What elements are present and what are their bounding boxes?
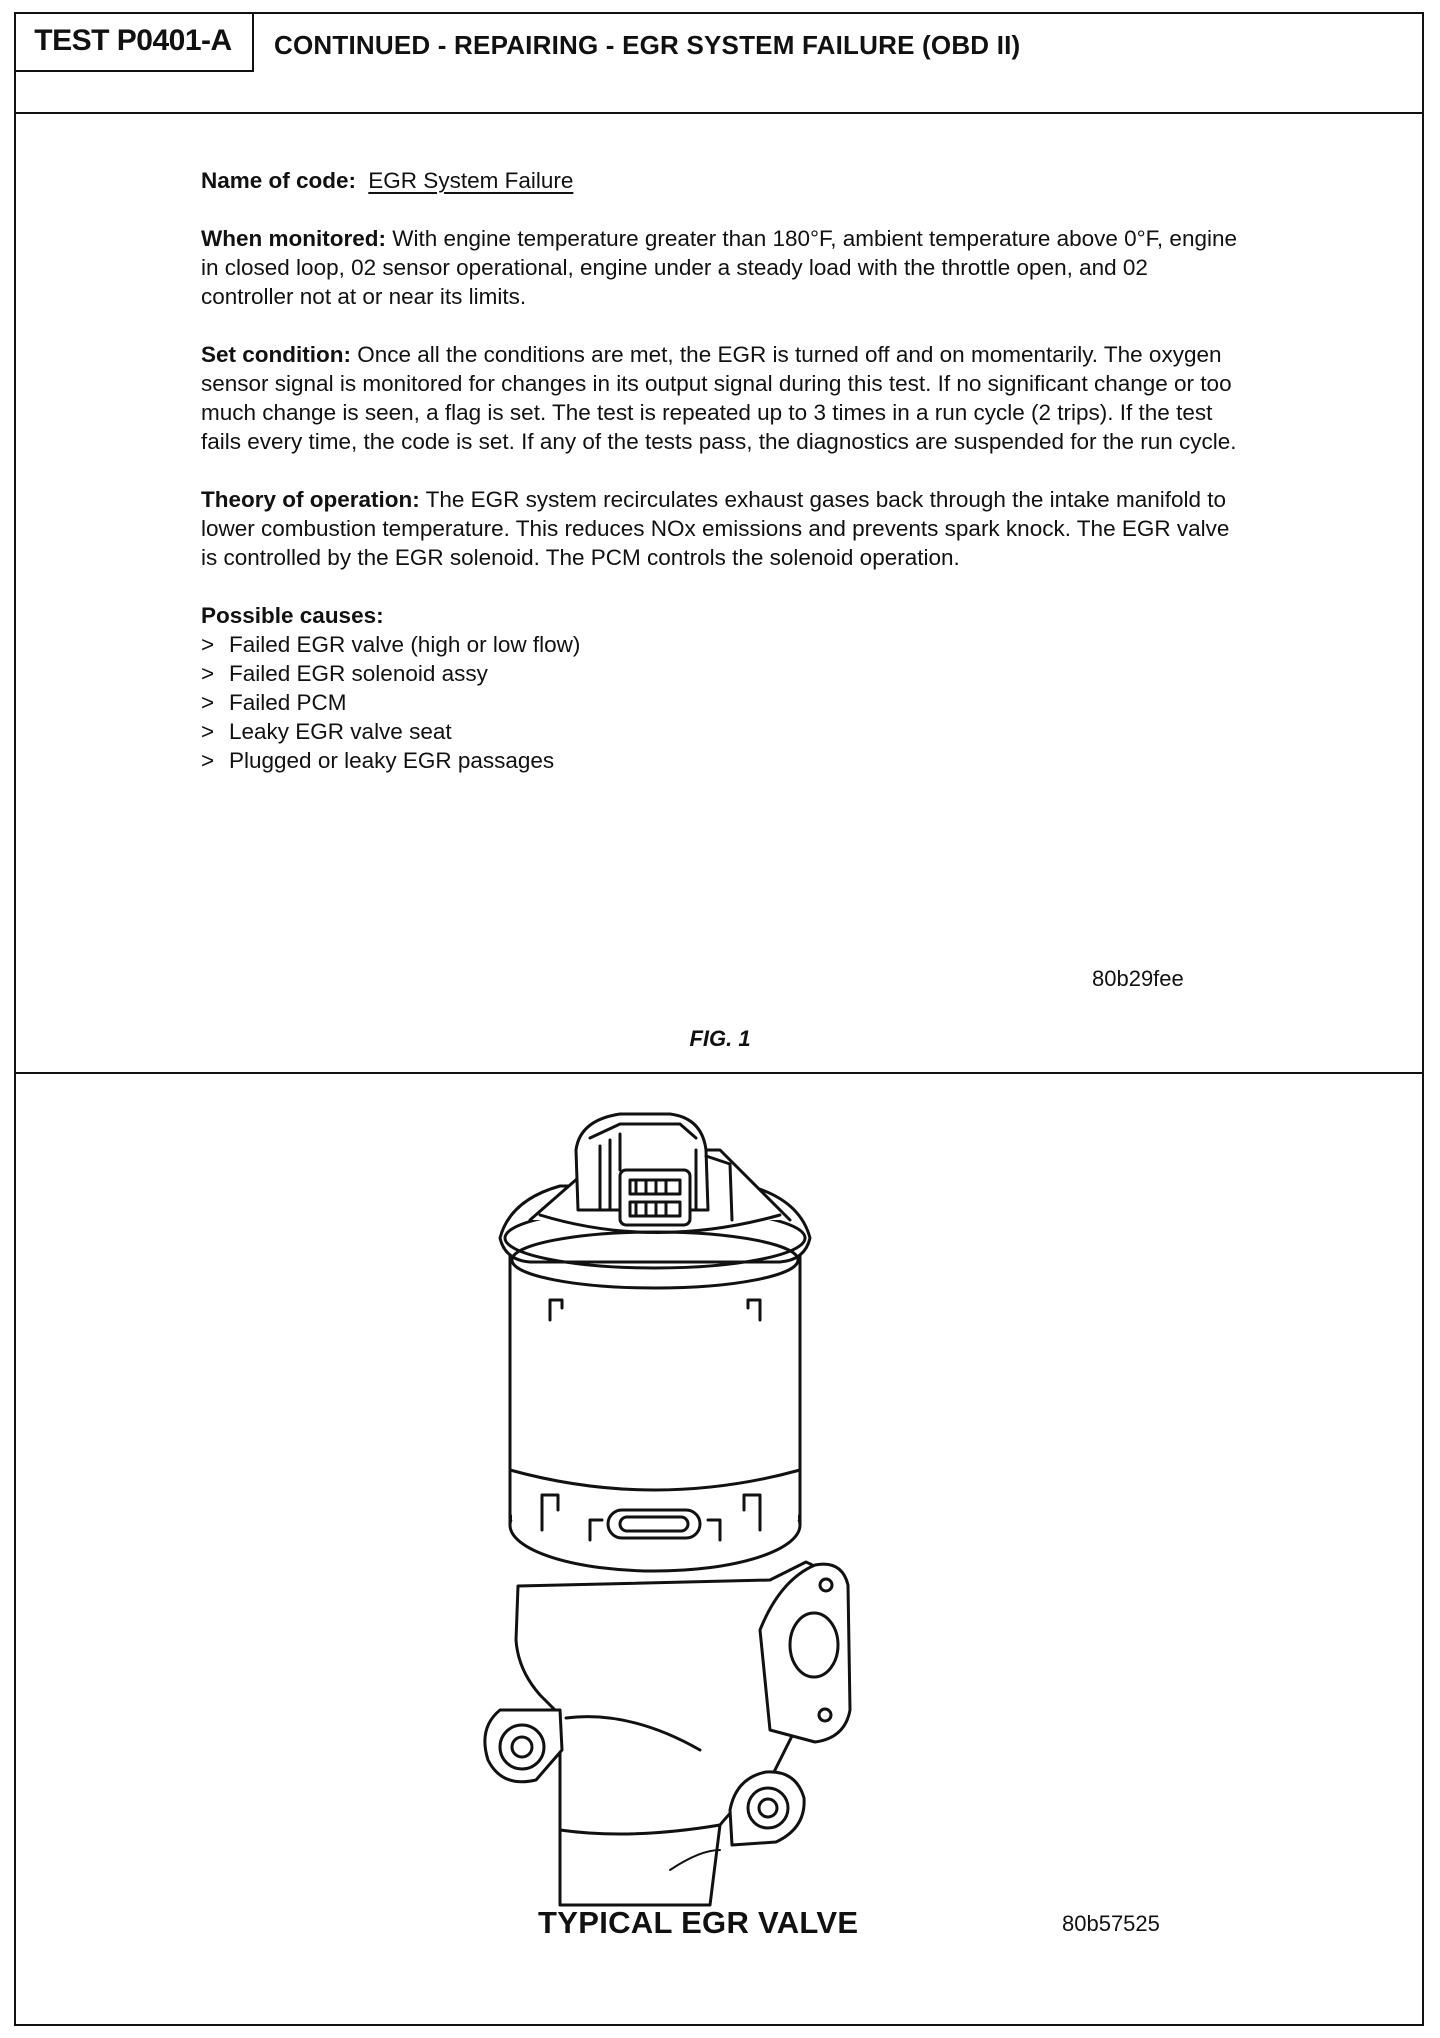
header-divider [14, 112, 1424, 114]
code-description [201, 166, 1241, 775]
list-item: > Failed EGR solenoid assy [201, 661, 488, 686]
page-title: CONTINUED - REPAIRING - EGR SYSTEM FAILURE (OBD II) [274, 30, 1021, 60]
test-id-box: TEST P0401-A [14, 12, 254, 72]
cause-marker: > [201, 632, 215, 657]
theory-of-operation [201, 485, 1241, 572]
causes-label: Possible causes: [201, 603, 384, 628]
egr-valve-illustration [470, 1110, 870, 1910]
theory-label: Theory of operation: [201, 487, 420, 512]
figure2-caption: TYPICAL EGR VALVE [538, 1905, 859, 1940]
monitored-label: When monitored: [201, 226, 386, 251]
list-item: > Plugged or leaky EGR passages [201, 748, 555, 773]
causes-list [201, 630, 1241, 775]
cause-marker: > [201, 748, 215, 773]
set-text: Once all the conditions are met, the EGR is turned off and on momentarily. The oxygen sensor signal is monitored for changes in its output signal during this test. If no significant change or too much change is seen, a flag is set. The test is repeated up to 3 times in a run cycle (2 trips). If the test fails every time, the code is set. If any of the tests pass, the diagnostics are suspended for the run cycle. [201, 342, 1237, 454]
figure1-ref-code: 80b29fee [1092, 966, 1184, 991]
cause-marker: > [201, 690, 215, 715]
name-of-code [201, 166, 1241, 195]
list-item: > Failed PCM [201, 690, 347, 715]
list-item: > Leaky EGR valve seat [201, 719, 452, 744]
set-label: Set condition: [201, 342, 351, 367]
monitored-text: With engine temperature greater than 180°F, ambient temperature above 0°F, engine in closed loop, 02 sensor operational, engine under a steady load with the throttle open, and 02 controller not at or near its limits. [201, 226, 1237, 309]
cause-marker: > [201, 661, 215, 686]
figure2-ref-code: 80b57525 [1062, 1911, 1160, 1936]
name-label: Name of code: [201, 168, 357, 193]
list-item: > Failed EGR valve (high or low flow) [201, 632, 581, 657]
theory-text: The EGR system recirculates exhaust gases back through the intake manifold to lower combustion temperature. This reduces NOx emissions and prevents spark knock. The EGR valve is controlled by the EGR solenoid. The PCM controls the solenoid operation. [201, 487, 1230, 570]
when-monitored [201, 224, 1241, 311]
cause-marker: > [201, 719, 215, 744]
figure1-label: FIG. 1 [689, 1026, 751, 1051]
possible-causes [201, 601, 1241, 775]
name-value: EGR System Failure [368, 168, 574, 193]
figure-divider [14, 1072, 1424, 1074]
set-condition [201, 340, 1241, 456]
